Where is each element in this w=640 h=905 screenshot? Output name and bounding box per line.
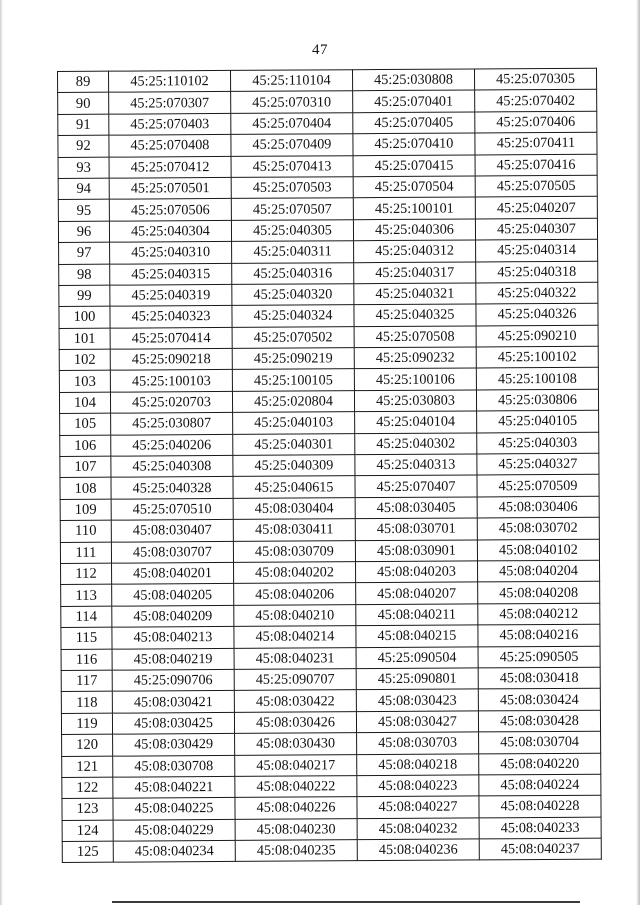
table-row	[58, 218, 597, 243]
cadastral-code-cell: 45:25:070414	[110, 327, 232, 349]
cadastral-code-cell: 45:08:040220	[479, 753, 601, 775]
cadastral-code-cell: 45:25:040615	[233, 476, 355, 498]
cadastral-code-cell: 45:25:070410	[353, 133, 475, 155]
cadastral-code-cell: 45:08:030427	[356, 711, 478, 733]
row-number-cell: 120	[62, 734, 113, 756]
cadastral-code-cell: 45:25:040317	[354, 261, 476, 283]
cadastral-code-cell: 45:25:040206	[111, 434, 233, 456]
cadastral-code-cell: 45:25:040308	[111, 455, 233, 477]
cadastral-code-cell: 45:25:100108	[476, 368, 598, 390]
cadastral-code-cell: 45:08:040227	[357, 796, 479, 818]
row-number-cell: 116	[61, 649, 112, 671]
table-row	[58, 197, 597, 222]
cadastral-code-cell: 45:25:020703	[110, 391, 232, 413]
table-row	[61, 646, 600, 671]
row-number-cell: 117	[61, 670, 112, 692]
cadastral-code-cell: 45:25:090801	[356, 668, 478, 690]
cadastral-code-cell: 45:25:070409	[231, 134, 353, 156]
table-body	[58, 68, 602, 863]
row-number-cell: 106	[60, 435, 111, 457]
cadastral-code-cell: 45:08:030407	[111, 520, 233, 542]
table-row	[61, 689, 600, 714]
cadastral-code-cell: 45:25:040312	[354, 240, 476, 262]
cadastral-code-cell: 45:25:040327	[477, 453, 599, 475]
cadastral-code-cell: 45:08:030411	[233, 519, 355, 541]
cadastral-code-cell: 45:25:070404	[231, 112, 353, 134]
row-number-cell: 97	[59, 242, 110, 264]
table-row	[59, 325, 598, 350]
cadastral-code-cell: 45:25:040320	[232, 284, 354, 306]
table-row	[58, 154, 597, 179]
table-row	[61, 710, 600, 735]
table-row	[60, 517, 599, 542]
row-number-cell: 110	[60, 520, 111, 542]
cadastral-code-cell: 45:08:040212	[478, 603, 600, 625]
table-row	[60, 432, 599, 457]
cadastral-code-cell: 45:08:040229	[113, 819, 235, 841]
cadastral-code-cell: 45:25:070310	[231, 91, 353, 113]
cadastral-code-cell: 45:25:100105	[232, 369, 354, 391]
cadastral-code-cell: 45:08:030425	[112, 712, 234, 734]
table-row	[58, 90, 597, 115]
table-row	[62, 774, 601, 799]
table-row	[62, 838, 601, 863]
row-number-cell: 123	[62, 798, 113, 820]
cadastral-code-cell: 45:25:070416	[475, 154, 597, 176]
row-number-cell: 118	[61, 692, 112, 714]
cadastral-code-cell: 45:25:040305	[231, 219, 353, 241]
cadastral-code-cell: 45:25:070503	[231, 177, 353, 199]
scan-edge-right	[636, 0, 640, 905]
cadastral-blocks-table	[57, 68, 602, 864]
cadastral-code-cell: 45:08:030405	[355, 497, 477, 519]
cadastral-code-cell: 45:25:090504	[356, 646, 478, 668]
cadastral-code-cell: 45:08:040222	[235, 776, 357, 798]
cadastral-code-cell: 45:25:070504	[353, 176, 475, 198]
cadastral-code-cell: 45:25:040315	[110, 263, 232, 285]
cadastral-code-cell: 45:25:090232	[354, 347, 476, 369]
cadastral-code-cell: 45:25:040309	[233, 455, 355, 477]
cadastral-code-cell: 45:25:070411	[475, 132, 597, 154]
table-row	[59, 346, 598, 371]
cadastral-code-cell: 45:25:040310	[110, 242, 232, 264]
cadastral-code-cell: 45:08:030702	[477, 517, 599, 539]
cadastral-code-cell: 45:25:030807	[111, 413, 233, 435]
cadastral-code-cell: 45:25:110104	[230, 70, 352, 92]
page-number: 47	[312, 42, 328, 58]
cadastral-code-cell: 45:08:040217	[235, 754, 357, 776]
cadastral-code-cell: 45:25:040301	[233, 433, 355, 455]
cadastral-code-cell: 45:25:040323	[110, 306, 232, 328]
cadastral-code-cell: 45:25:070508	[354, 326, 476, 348]
cadastral-code-cell: 45:08:030422	[234, 690, 356, 712]
cadastral-code-cell: 45:08:040201	[112, 562, 234, 584]
row-number-cell: 99	[59, 285, 110, 307]
cadastral-code-cell: 45:25:070501	[109, 177, 231, 199]
cadastral-code-cell: 45:08:040208	[478, 582, 600, 604]
cadastral-code-cell: 45:08:040231	[234, 647, 356, 669]
cadastral-code-cell: 45:25:070510	[111, 498, 233, 520]
row-number-cell: 124	[62, 820, 113, 842]
cadastral-code-cell: 45:25:040103	[233, 412, 355, 434]
cadastral-code-cell: 45:08:030418	[478, 667, 600, 689]
cadastral-code-cell: 45:25:070507	[231, 198, 353, 220]
table-row	[62, 731, 601, 756]
row-number-cell: 104	[59, 392, 110, 414]
cadastral-code-cell: 45:25:090218	[110, 349, 232, 371]
cadastral-code-cell: 45:08:040216	[478, 624, 600, 646]
table-row	[58, 175, 597, 200]
cadastral-code-cell: 45:25:090210	[476, 325, 598, 347]
cadastral-code-cell: 45:08:030709	[233, 540, 355, 562]
row-number-cell: 109	[60, 499, 111, 521]
row-number-cell: 122	[62, 777, 113, 799]
scan-edge-left	[0, 0, 3, 905]
cadastral-code-cell: 45:08:030426	[234, 711, 356, 733]
cadastral-code-cell: 45:25:030808	[352, 69, 474, 91]
table-row	[60, 475, 599, 500]
cadastral-code-cell: 45:25:070402	[475, 90, 597, 112]
table-row	[61, 582, 600, 607]
cadastral-code-cell: 45:08:040215	[356, 625, 478, 647]
cadastral-code-cell: 45:08:040234	[113, 840, 235, 862]
cadastral-code-cell: 45:25:070505	[475, 175, 597, 197]
row-number-cell: 94	[58, 178, 109, 200]
cadastral-code-cell: 45:25:040313	[355, 454, 477, 476]
cadastral-code-cell: 45:08:040233	[479, 817, 601, 839]
cadastral-code-cell: 45:08:040221	[113, 776, 235, 798]
cadastral-code-cell: 45:25:040311	[232, 241, 354, 263]
table-row	[58, 132, 597, 157]
cadastral-code-cell: 45:08:030429	[113, 734, 235, 756]
cadastral-code-cell: 45:25:070413	[231, 155, 353, 177]
row-number-cell: 103	[59, 371, 110, 393]
cadastral-code-cell: 45:08:040204	[478, 560, 600, 582]
table-row	[62, 795, 601, 820]
cadastral-code-cell: 45:08:040209	[112, 605, 234, 627]
cadastral-code-cell: 45:08:030430	[235, 733, 357, 755]
cadastral-code-cell: 45:25:040319	[110, 284, 232, 306]
cadastral-code-cell: 45:25:070509	[477, 475, 599, 497]
cadastral-code-cell: 45:08:040236	[357, 839, 479, 861]
cadastral-code-cell: 45:08:040228	[479, 795, 601, 817]
row-number-cell: 112	[61, 563, 112, 585]
cadastral-code-cell: 45:25:040303	[477, 432, 599, 454]
row-number-cell: 92	[58, 135, 109, 157]
table-row	[61, 667, 600, 692]
row-number-cell: 113	[61, 585, 112, 607]
cadastral-code-cell: 45:25:100106	[354, 368, 476, 390]
cadastral-code-cell: 45:08:040235	[235, 840, 357, 862]
table-row	[62, 817, 601, 842]
cadastral-code-cell: 45:25:040325	[354, 304, 476, 326]
cadastral-code-cell: 45:25:040318	[476, 261, 598, 283]
cadastral-code-cell: 45:08:040203	[356, 561, 478, 583]
table-row	[60, 410, 599, 435]
cadastral-code-cell: 45:08:040219	[112, 648, 234, 670]
cadastral-code-cell: 45:08:040224	[479, 774, 601, 796]
cadastral-code-cell: 45:25:100101	[353, 197, 475, 219]
cadastral-code-cell: 45:25:040307	[475, 218, 597, 240]
table-row	[59, 303, 598, 328]
cadastral-code-cell: 45:25:070408	[109, 135, 231, 157]
table-row	[59, 261, 598, 286]
cadastral-code-cell: 45:08:040206	[234, 583, 356, 605]
cadastral-code-cell: 45:25:040302	[355, 433, 477, 455]
cadastral-code-cell: 45:08:030421	[112, 691, 234, 713]
cadastral-code-cell: 45:25:070307	[109, 92, 231, 114]
row-number-cell: 107	[60, 456, 111, 478]
row-number-cell: 105	[60, 413, 111, 435]
cadastral-code-cell: 45:08:030708	[113, 755, 235, 777]
cadastral-code-cell: 45:25:040322	[476, 282, 598, 304]
table-row	[58, 68, 597, 93]
row-number-cell: 96	[58, 221, 109, 243]
cadastral-code-cell: 45:08:040226	[235, 797, 357, 819]
cadastral-code-cell: 45:25:090706	[112, 669, 234, 691]
table-row	[59, 389, 598, 414]
cadastral-code-cell: 45:08:040202	[234, 562, 356, 584]
cadastral-code-cell: 45:25:090707	[234, 669, 356, 691]
cadastral-code-cell: 45:25:070502	[232, 326, 354, 348]
cadastral-code-cell: 45:25:070506	[109, 199, 231, 221]
cadastral-code-cell: 45:08:040102	[477, 539, 599, 561]
cadastral-code-cell: 45:25:040328	[111, 477, 233, 499]
cadastral-code-cell: 45:25:070406	[475, 111, 597, 133]
cadastral-code-cell: 45:25:070415	[353, 155, 475, 177]
table-row	[61, 624, 600, 649]
cadastral-code-cell: 45:25:070401	[353, 90, 475, 112]
row-number-cell: 125	[62, 841, 113, 863]
cadastral-code-cell: 45:08:040205	[112, 584, 234, 606]
row-number-cell: 121	[62, 756, 113, 778]
cadastral-code-cell: 45:25:070405	[353, 112, 475, 134]
table-row	[60, 453, 599, 478]
cadastral-code-cell: 45:25:070403	[109, 113, 231, 135]
cadastral-code-cell: 45:25:040326	[476, 303, 598, 325]
cadastral-code-cell: 45:08:030703	[357, 732, 479, 754]
table-row	[60, 539, 599, 564]
table-row	[59, 239, 598, 264]
cadastral-code-cell: 45:25:040105	[477, 410, 599, 432]
cadastral-code-cell: 45:25:040207	[475, 197, 597, 219]
row-number-cell: 115	[61, 627, 112, 649]
cadastral-code-cell: 45:25:110102	[109, 70, 231, 92]
cadastral-code-cell: 45:25:040316	[232, 262, 354, 284]
cadastral-code-cell: 45:25:070412	[109, 156, 231, 178]
row-number-cell: 108	[60, 478, 111, 500]
cadastral-code-cell: 45:08:040230	[235, 818, 357, 840]
table-row	[62, 753, 601, 778]
cadastral-code-cell: 45:08:030701	[355, 518, 477, 540]
table-row	[58, 111, 597, 136]
table-row	[61, 603, 600, 628]
cadastral-code-cell: 45:25:030803	[354, 390, 476, 412]
row-number-cell: 95	[58, 200, 109, 222]
row-number-cell: 102	[59, 349, 110, 371]
scan-edge-bottom	[112, 901, 580, 903]
cadastral-code-cell: 45:08:040214	[234, 626, 356, 648]
cadastral-code-cell: 45:08:030423	[356, 689, 478, 711]
row-number-cell: 114	[61, 606, 112, 628]
row-number-cell: 89	[58, 71, 109, 93]
cadastral-code-cell: 45:25:040324	[232, 305, 354, 327]
cadastral-code-cell: 45:08:040210	[234, 604, 356, 626]
cadastral-code-cell: 45:25:030806	[476, 389, 598, 411]
cadastral-code-cell: 45:25:020804	[232, 391, 354, 413]
cadastral-code-cell: 45:08:040211	[356, 604, 478, 626]
row-number-cell: 111	[60, 542, 111, 564]
row-number-cell: 93	[58, 157, 109, 179]
cadastral-code-cell: 45:25:040306	[353, 219, 475, 241]
cadastral-code-cell: 45:25:070407	[355, 475, 477, 497]
cadastral-code-cell: 45:08:030707	[111, 541, 233, 563]
row-number-cell: 91	[58, 114, 109, 136]
cadastral-code-cell: 45:08:040223	[357, 775, 479, 797]
cadastral-code-cell: 45:25:090219	[232, 348, 354, 370]
cadastral-code-cell: 45:08:030704	[479, 731, 601, 753]
row-number-cell: 100	[59, 306, 110, 328]
row-number-cell: 90	[58, 93, 109, 115]
cadastral-code-cell: 45:25:090505	[478, 646, 600, 668]
table-row	[61, 560, 600, 585]
cadastral-code-cell: 45:08:040225	[113, 798, 235, 820]
cadastral-code-cell: 45:08:030901	[355, 540, 477, 562]
cadastral-code-cell: 45:25:040304	[109, 220, 231, 242]
row-number-cell: 101	[59, 328, 110, 350]
cadastral-code-cell: 45:25:040321	[354, 283, 476, 305]
table-row	[59, 282, 598, 307]
row-number-cell: 98	[59, 264, 110, 286]
cadastral-code-cell: 45:08:040213	[112, 627, 234, 649]
cadastral-code-cell: 45:08:030406	[477, 496, 599, 518]
cadastral-code-cell: 45:25:070305	[474, 68, 596, 90]
cadastral-code-cell: 45:08:030404	[233, 497, 355, 519]
cadastral-code-cell: 45:08:030428	[478, 710, 600, 732]
cadastral-code-cell: 45:08:040232	[357, 818, 479, 840]
cadastral-code-cell: 45:08:040237	[479, 838, 601, 860]
cadastral-code-cell: 45:25:100103	[110, 370, 232, 392]
cadastral-code-cell: 45:25:040314	[476, 239, 598, 261]
row-number-cell: 119	[61, 713, 112, 735]
cadastral-code-cell: 45:25:100102	[476, 346, 598, 368]
table-row	[59, 368, 598, 393]
cadastral-code-cell: 45:08:040207	[356, 582, 478, 604]
table-row	[60, 496, 599, 521]
cadastral-code-cell: 45:08:040218	[357, 753, 479, 775]
cadastral-code-cell: 45:08:030424	[478, 689, 600, 711]
cadastral-code-cell: 45:25:040104	[355, 411, 477, 433]
